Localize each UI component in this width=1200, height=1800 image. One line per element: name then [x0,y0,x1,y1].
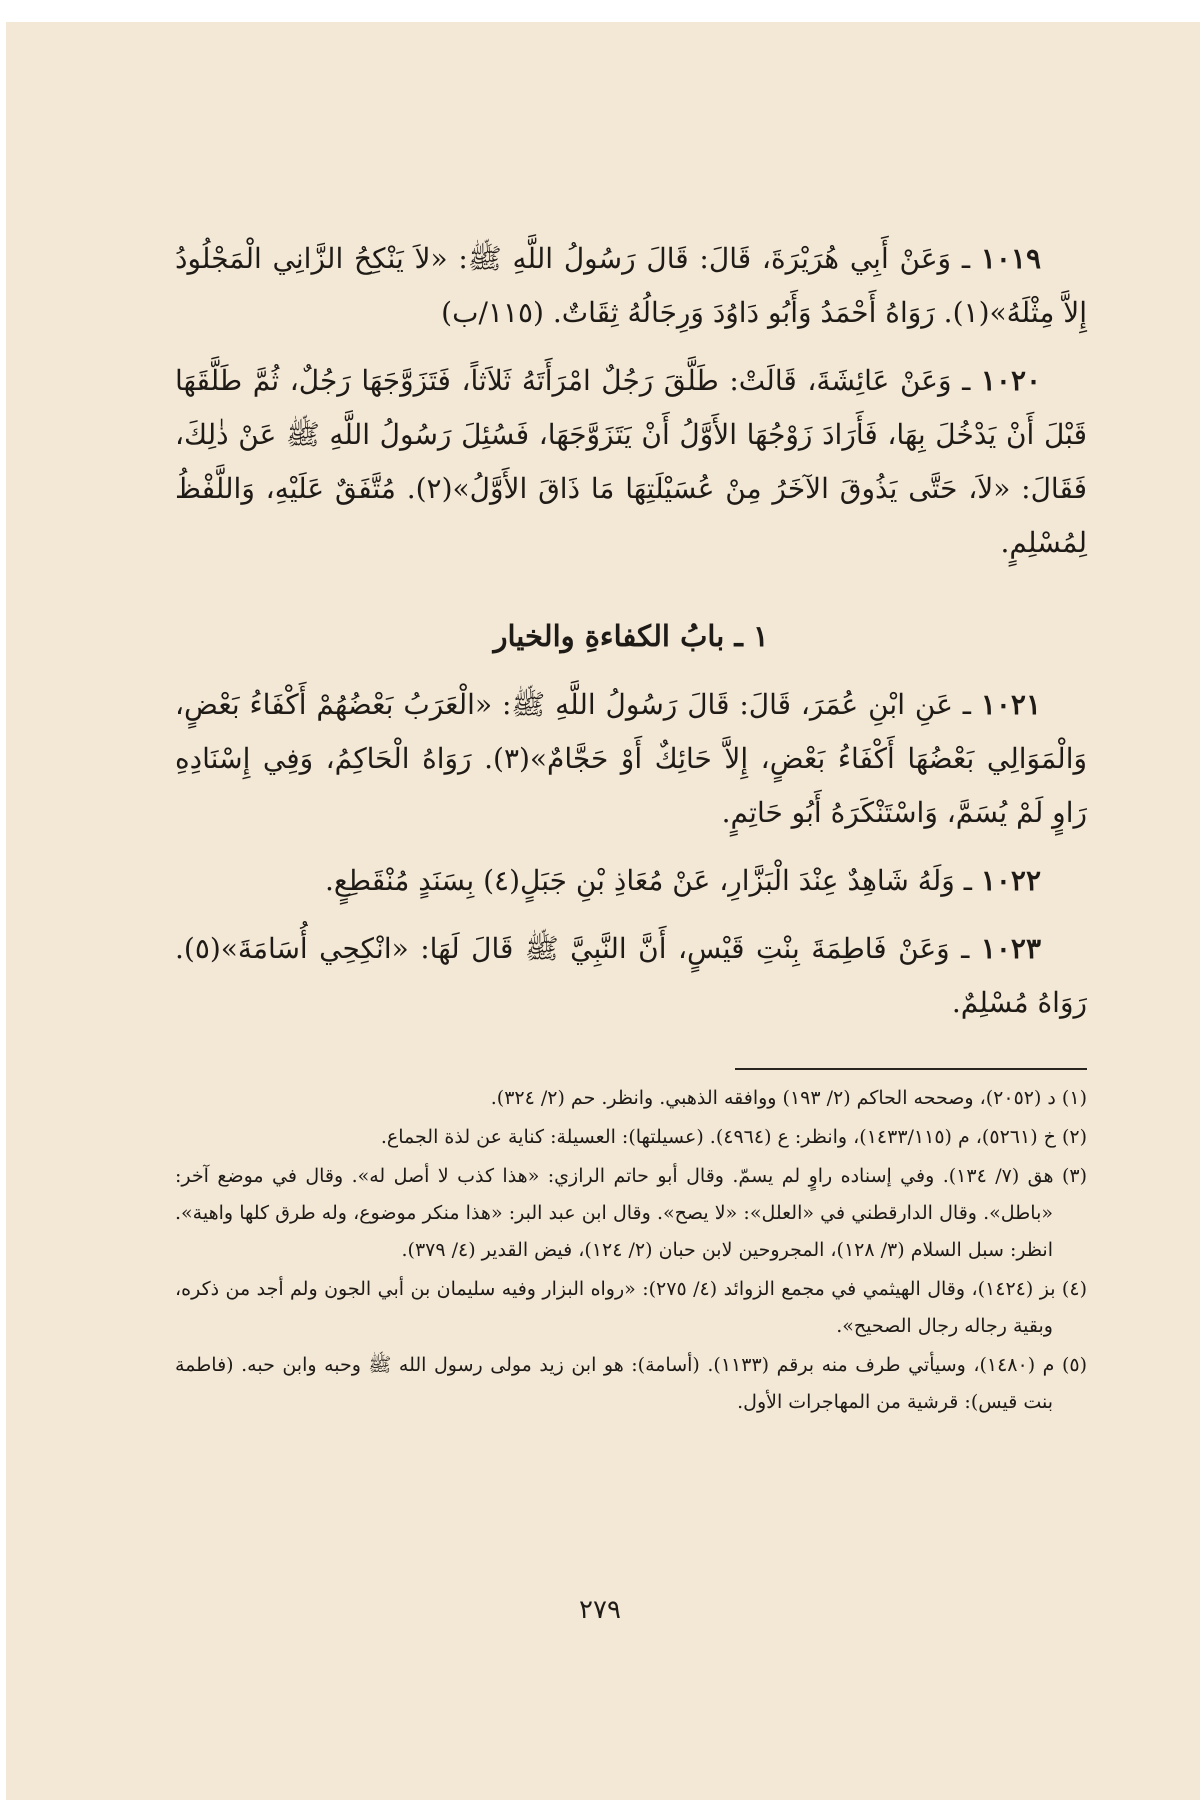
hadith-1023 [175,922,1087,1030]
scan-left-border [0,0,6,1800]
hadith-text: ـ وَعَنْ فَاطِمَةَ بِنْتِ قَيْسٍ، أَنَّ النَّبِيَّ ﷺ قَالَ لَهَا: «انْكِحِي أُسَامَةَ»(٥). رَوَاهُ مُسْلِمٌ. [175,932,1087,1019]
hadith-number: ١٠١٩ [980,242,1041,275]
hadith-number: ١٠٢٠ [980,364,1042,397]
hadith-text: ـ وَعَنْ عَائِشَةَ، قَالَتْ: طَلَّقَ رَجُلٌ امْرَأَتَهُ ثَلاَثاً، فَتَزَوَّجَهَا رَجُلٌ، ثُمَّ طَلَّقَهَا قَبْلَ أَنْ يَدْخُلَ بِهَا، فَأَرَادَ زَوْجُهَا الأَوَّلُ أَنْ يَتَزَوَّجَهَا، فَسُئِلَ رَسُولُ اللَّهِ ﷺ عَنْ ذٰلِكَ، فَقَالَ: «لاَ، حَتَّى يَذُوقَ الآخَرُ مِنْ عُسَيْلَتِهَا مَا ذَاقَ الأَوَّلُ»(٢). مُتَّفَقٌ عَلَيْهِ، وَاللَّفْظُ لِمُسْلِمٍ. [175,364,1087,559]
hadith-1020 [175,354,1087,570]
main-text [175,232,1087,1044]
footnote-5: (٥) م (١٤٨٠)، وسيأتي طرف منه برقم (١١٣٣). (أسامة): هو ابن زيد مولى رسول الله ﷺ وحبه وابن حبه. (فاطمة بنت قيس): قرشية من المهاجرات الأول. [175,1354,1088,1413]
hadith-text: ـ عَنِ ابْنِ عُمَرَ، قَالَ: قَالَ رَسُولُ اللَّهِ ﷺ: «الْعَرَبُ بَعْضُهُمْ أَكْفَاءُ بَعْضٍ، وَالْمَوَالِي بَعْضُهَا أَكْفَاءُ بَعْضٍ، إِلاَّ حَائِكٌ أَوْ حَجَّامٌ»(٣). رَوَاهُ الْحَاكِمُ، وَفِي إِسْنَادِهِ رَاوٍ لَمْ يُسَمَّ، وَاسْتَنْكَرَهُ أَبُو حَاتِمٍ. [175,688,1087,829]
section-heading: ١ ـ بابُ الكفاءةِ والخيار [493,619,769,653]
hadith-text: ـ وَعَنْ أَبِي هُرَيْرَةَ، قَالَ: قَالَ رَسُولُ اللَّهِ ﷺ: «لاَ يَنْكِحُ الزَّانِي الْمَجْلُودُ إِلاَّ مِثْلَهُ»(١). رَوَاهُ أَحْمَدُ وَأَبُو دَاوُدَ وَرِجَالُهُ ثِقَاتٌ. (١١٥/ب) [175,242,1087,329]
scan-top-border [0,0,1200,22]
footnote-3: (٣) هق (٧/ ١٣٤). وفي إسناده راوٍ لم يسمّ. وقال أبو حاتم الرازي: «هذا كذب لا أصل له». وقال في موضع آخر: «باطل». وقال الدارقطني في «العلل»: «لا يصح». وقال ابن عبد البر: «هذا منكر موضوع، وله طرق كلها واهية». انظر: سبل السلام (٣/ ١٢٨)، المجروحين لابن حبان (٢/ ١٢٤)، فيض القدير (٤/ ٣٧٩). [175,1165,1087,1261]
hadith-1021 [175,678,1087,840]
hadith-number: ١٠٢٣ [980,932,1041,965]
hadith-number: ١٠٢٢ [980,864,1041,897]
footnote-1: (١) د (٢٠٥٢)، وصححه الحاكم (٢/ ١٩٣) ووافقه الذهبي. وانظر. حم (٢/ ٣٢٤). [490,1087,1087,1109]
hadith-text: ـ وَلَهُ شَاهِدٌ عِنْدَ الْبَزَّارِ، عَنْ مُعَاذِ بْنِ جَبَلٍ(٤) بِسَنَدٍ مُنْقَطِعٍ. [325,864,972,897]
footnote-4: (٤) بز (١٤٢٤)، وقال الهيثمي في مجمع الزوائد (٤/ ٢٧٥): «رواه البزار وفيه سليمان بن أبي الجون ولم أجد من ذكره، وبقية رجاله رجال الصحيح». [175,1278,1087,1337]
hadith-1019 [175,232,1087,340]
hadith-1022 [175,854,1087,908]
page-number: ٢٧٩ [579,1595,621,1625]
footnote-2: (٢) خ (٥٢٦١)، م (١٤٣٣/١١٥)، وانظر: ع (٤٩٦٤). (عسيلتها): العسيلة: كناية عن لذة الجماع. [380,1126,1087,1148]
footnotes [175,1080,1087,1423]
footnote-separator [735,1068,1087,1070]
hadith-number: ١٠٢١ [980,688,1041,721]
